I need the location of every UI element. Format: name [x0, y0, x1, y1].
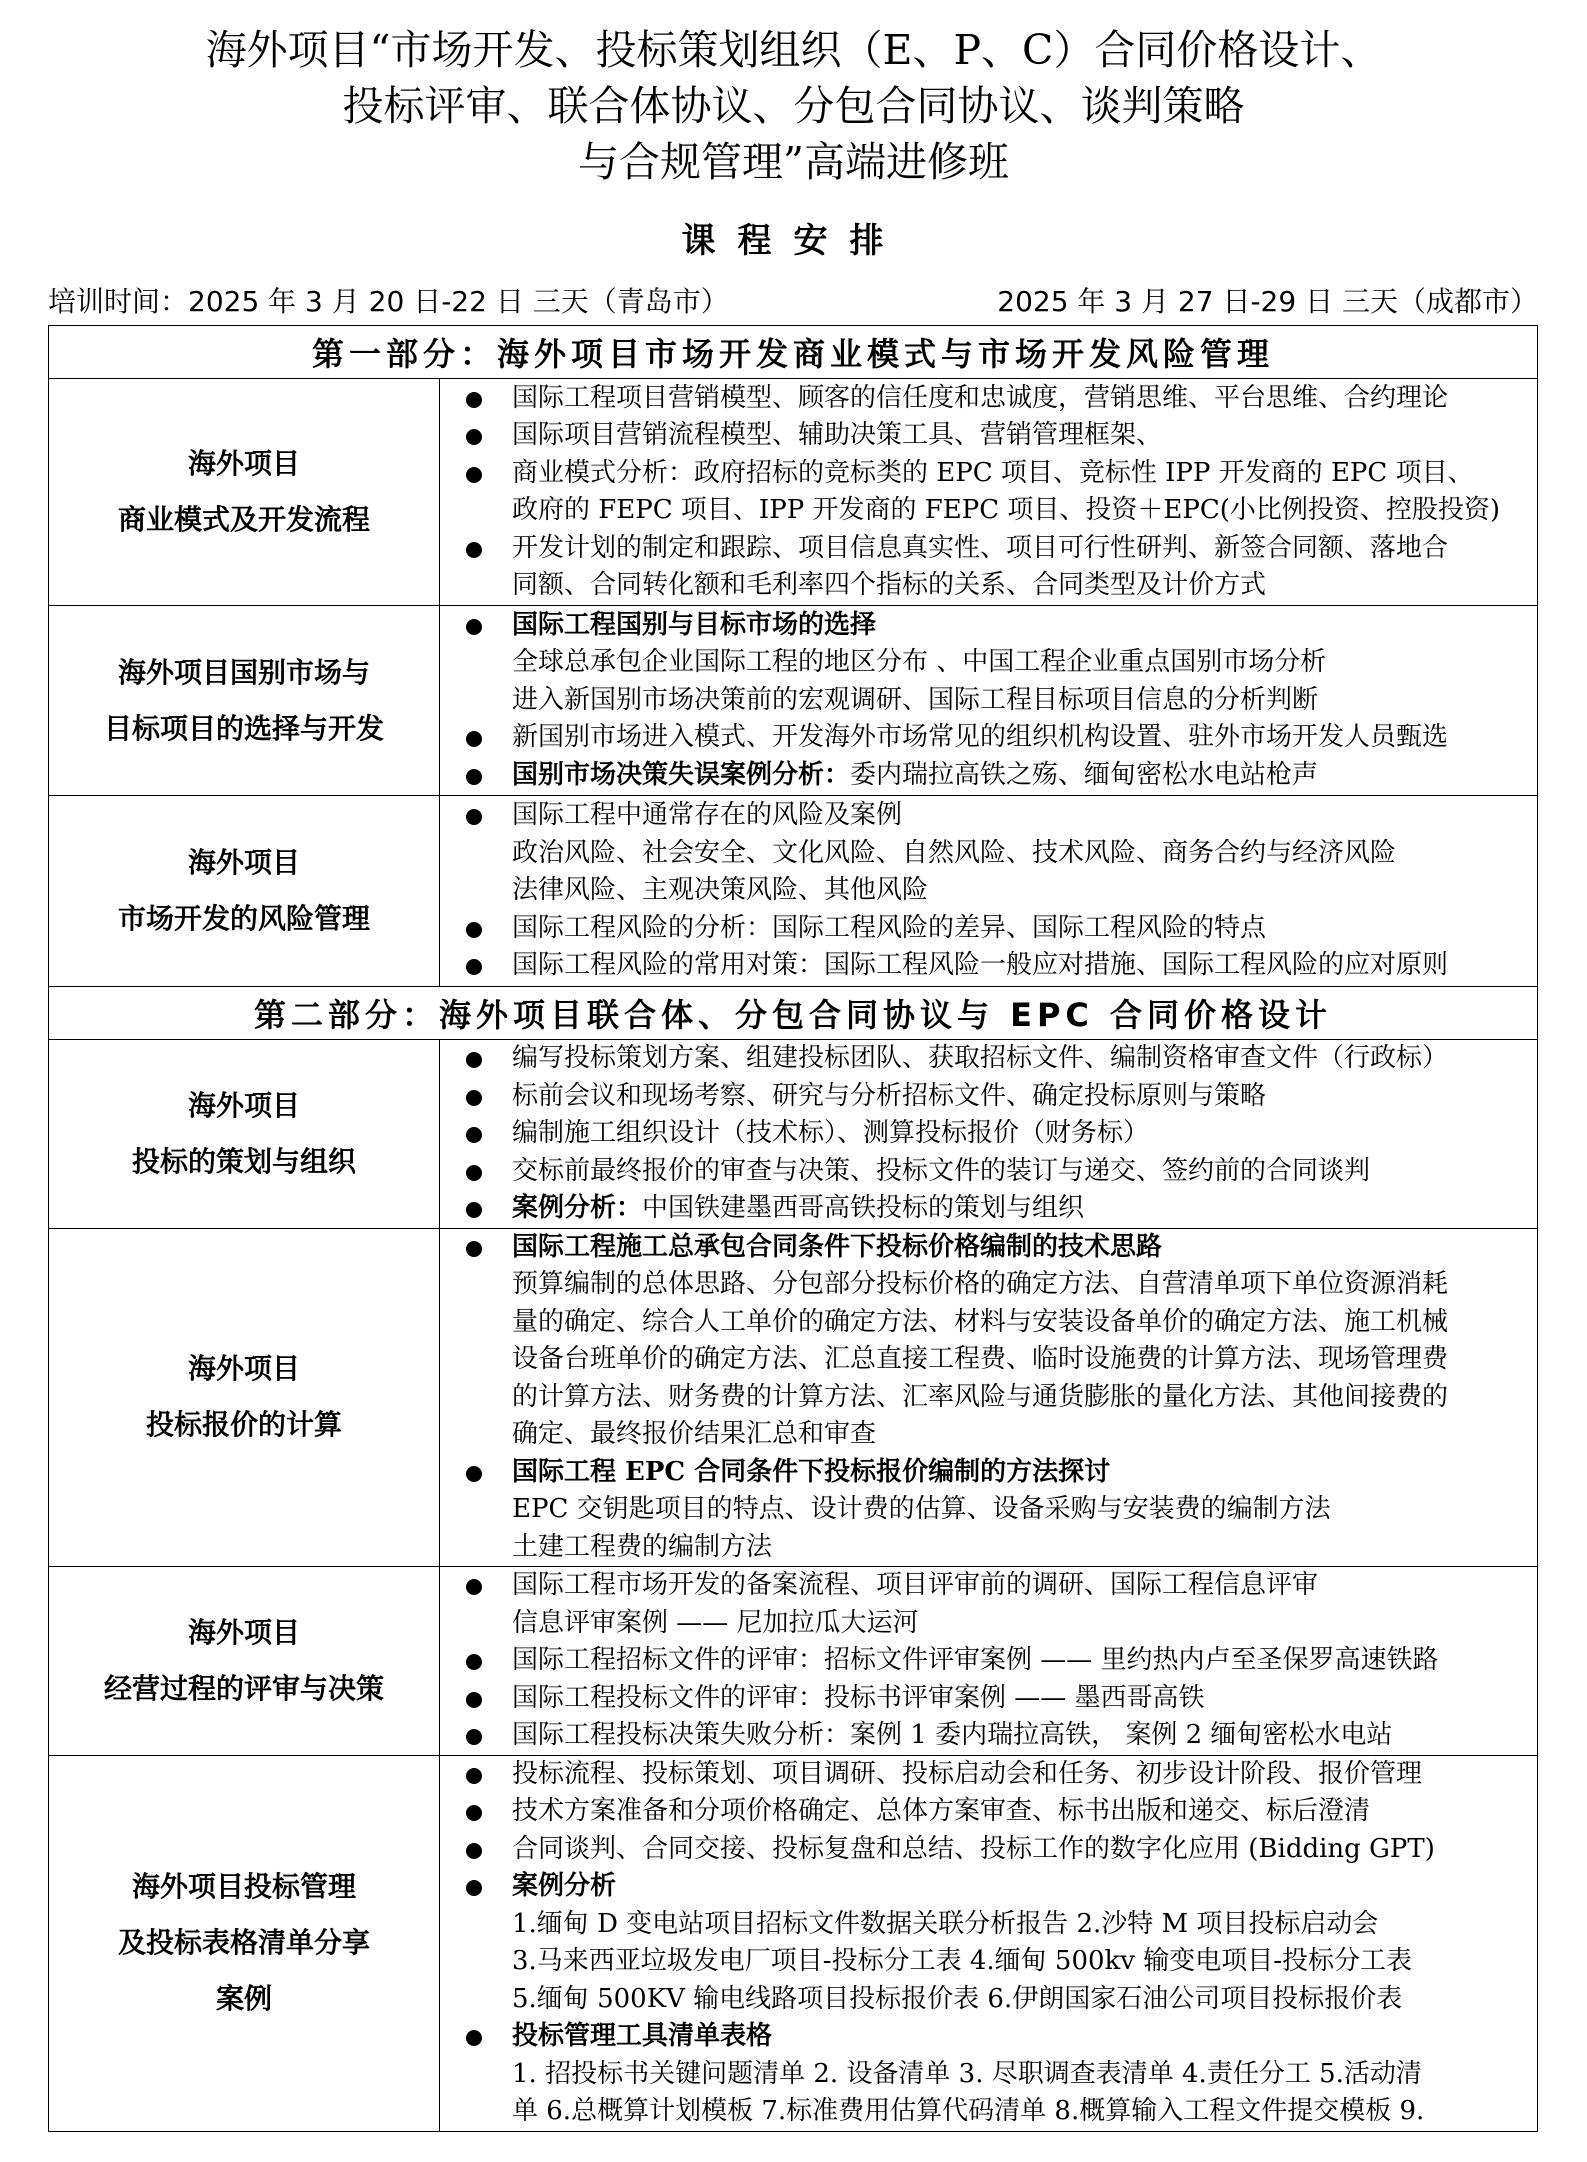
bullet-icon	[466, 1692, 482, 1708]
bullet-item	[454, 1793, 1529, 1831]
bullet-item	[454, 1756, 1529, 1794]
module-content	[440, 1040, 1538, 1229]
item-continuation	[454, 872, 1529, 910]
module-label-line: 投标报价的计算	[145, 1408, 342, 1442]
bullet-item	[454, 607, 1529, 645]
module-row	[49, 379, 1538, 606]
bullet-item	[454, 1115, 1529, 1153]
module-row	[49, 1755, 1538, 2131]
item-bold-prefix: 案例分析：	[512, 1193, 643, 1223]
module-content	[440, 796, 1538, 987]
bullet-icon	[466, 1654, 482, 1670]
bullet-icon	[466, 619, 482, 635]
bullet-icon	[466, 467, 482, 483]
item-text: 确定、最终报价结果汇总和审查	[512, 1419, 877, 1449]
module-label-line: 海外项目	[187, 1352, 300, 1386]
bullet-icon	[466, 1805, 482, 1821]
bullet-item	[454, 1454, 1529, 1492]
module-row	[49, 796, 1538, 987]
item-continuation	[454, 2056, 1529, 2094]
module-label-line: 案例	[215, 1982, 272, 2015]
module-label-line: 海外项目投标管理	[131, 1870, 356, 1903]
bullet-item	[454, 2018, 1529, 2056]
item-text: 国际工程投标文件的评审：投标书评审案例 —— 墨西哥高铁	[512, 1682, 1205, 1713]
module-row	[49, 606, 1538, 796]
bullet-item	[454, 1153, 1529, 1191]
bullet-icon	[466, 1466, 482, 1482]
item-continuation	[454, 1379, 1529, 1417]
bullet-item	[454, 1831, 1529, 1869]
bullet-icon	[466, 1880, 482, 1896]
module-label	[49, 379, 440, 606]
part-header: 第一部分：海外项目市场开发商业模式与市场开发风险管理	[49, 326, 1538, 379]
item-text: 技术方案准备和分项价格确定、总体方案审查、标书出版和递交、标后澄清	[512, 1796, 1371, 1826]
item-text: EPC 交钥匙项目的特点、设计费的估算、设备采购与安装费的编制方法	[512, 1494, 1331, 1524]
module-content	[440, 1567, 1538, 1756]
item-text: 编写投标策划方案、组建投标团队、获取招标文件、编制资格审查文件（行政标）	[512, 1043, 1449, 1073]
module-label-line: 商业模式及开发流程	[117, 503, 370, 536]
bullet-item	[454, 719, 1529, 757]
module-label-line: 市场开发的风险管理	[117, 902, 370, 935]
module-row	[49, 1040, 1538, 1229]
item-text: 国际工程项目营销模型、顾客的信任度和忠诚度，营销思维、平台思维、合约理论	[512, 382, 1449, 413]
training-dates	[48, 280, 1538, 320]
item-text: 商业模式分析：政府招标的竞标类的 EPC 项目、竞标性 IPP 开发商的 EPC 项目、	[512, 457, 1474, 488]
item-continuation	[454, 1266, 1529, 1304]
bullet-item	[454, 910, 1529, 948]
item-text: 全球总承包企业国际工程的地区分布 、中国工程企业重点国别市场分析	[512, 647, 1327, 678]
item-continuation	[454, 492, 1529, 530]
item-text: 国际工程风险的分析：国际工程风险的差异、国际工程风险的特点	[512, 912, 1267, 943]
item-text: 国际项目营销流程模型、辅助决策工具、营销管理框架、	[512, 420, 1163, 450]
module-label-line: 海外项目	[187, 1088, 300, 1122]
bullet-icon	[466, 1202, 482, 1218]
item-text: 国际工程施工总承包合同条件下投标价格编制的技术思路	[512, 1231, 1163, 1262]
module-content	[440, 379, 1538, 606]
module-label-line: 投标的策划与组织	[131, 1144, 356, 1178]
bullet-icon	[466, 1052, 482, 1068]
item-text: 5.缅甸 500KV 输电线路项目投标报价表 6.伊朗国家石油公司项目投标报价表	[512, 1983, 1403, 2014]
module-label-line: 海外项目	[187, 1615, 300, 1649]
module-label	[49, 1040, 440, 1229]
module-label	[49, 1228, 440, 1567]
schedule-table	[48, 325, 1538, 2132]
item-text: 合同谈判、合同交接、投标复盘和总结、投标工作的数字化应用 (Bidding GPT)	[512, 1833, 1435, 1864]
item-continuation	[454, 1529, 1529, 1567]
item-continuation	[454, 835, 1529, 873]
module-label	[49, 1567, 440, 1756]
bullet-icon	[466, 1165, 482, 1181]
module-label-line: 海外项目国别市场与	[117, 655, 370, 689]
item-continuation	[454, 1304, 1529, 1342]
item-text: 进入新国别市场决策前的宏观调研、国际工程目标项目信息的分析判断	[512, 684, 1319, 715]
module-label-line: 目标项目的选择与开发	[103, 711, 384, 745]
module-content	[440, 1228, 1538, 1567]
bullet-icon	[466, 1729, 482, 1745]
item-text: 同额、合同转化额和毛利率四个指标的关系、合同类型及计价方式	[512, 570, 1267, 600]
bullet-item	[454, 1567, 1529, 1605]
bullet-item	[454, 1078, 1529, 1116]
module-row	[49, 1567, 1538, 1756]
item-text: 国际工程国别与目标市场的选择	[512, 609, 877, 640]
bullet-icon	[466, 2030, 482, 2046]
module-label	[49, 796, 440, 987]
item-text: 国际工程中通常存在的风险及案例	[512, 800, 903, 831]
module-label-line: 及投标表格清单分享	[117, 1926, 370, 1959]
bullet-icon	[466, 959, 482, 975]
item-text: 编制施工组织设计（技术标）、测算投标报价（财务标）	[512, 1118, 1150, 1148]
item-continuation	[454, 644, 1529, 682]
bullet-icon	[466, 1090, 482, 1106]
item-text: 交标前最终报价的审查与决策、投标文件的装订与递交、签约前的合同谈判	[512, 1155, 1371, 1186]
bullet-icon	[466, 392, 482, 408]
bullet-icon	[466, 1579, 482, 1595]
item-continuation	[454, 1416, 1529, 1454]
bullet-icon	[466, 809, 482, 825]
item-text: 设备台班单价的确定方法、汇总直接工程费、临时设施费的计算方法、现场管理费	[512, 1344, 1449, 1374]
item-text: 投标流程、投标策划、项目调研、投标启动会和任务、初步设计阶段、报价管理	[512, 1758, 1423, 1789]
part-header: 第二部分：海外项目联合体、分包合同协议与 EPC 合同价格设计	[49, 987, 1538, 1040]
module-content	[440, 1755, 1538, 2131]
bullet-icon	[466, 922, 482, 938]
item-text: 新国别市场进入模式、开发海外市场常见的组织机构设置、驻外市场开发人员甄选	[512, 722, 1449, 753]
bullet-item	[454, 1680, 1529, 1718]
item-text: 政治风险、社会安全、文化风险、自然风险、技术风险、商务合约与经济风险	[512, 837, 1397, 868]
bullet-item	[454, 1717, 1529, 1755]
bullet-item	[454, 947, 1529, 985]
module-label-line: 海外项目	[187, 447, 300, 480]
item-text: 国际工程投标决策失败分析：案例 1 委内瑞拉高铁， 案例 2 缅甸密松水电站	[512, 1720, 1393, 1750]
bullet-item	[454, 1229, 1529, 1267]
bullet-item	[454, 1642, 1529, 1680]
module-row	[49, 1228, 1538, 1567]
item-text: 标前会议和现场考察、研究与分析招标文件、确定投标原则与策略	[512, 1080, 1267, 1111]
item-text: 预算编制的总体思路、分包部分投标价格的确定方法、自营清单项下单位资源消耗	[512, 1269, 1449, 1299]
dates-chengdu: 2025 年 3 月 27 日-29 日 三天（成都市）	[997, 285, 1538, 318]
module-content	[440, 606, 1538, 796]
title-line: 海外项目“市场开发、投标策划组织（E、P、C）合同价格设计、	[205, 26, 1382, 74]
bullet-item	[454, 380, 1529, 418]
bullet-icon	[466, 769, 482, 785]
bullet-item	[454, 1868, 1529, 1906]
item-text: 法律风险、主观决策风险、其他风险	[512, 875, 929, 906]
item-continuation	[454, 567, 1529, 605]
item-text: 案例分析：中国铁建墨西哥高铁投标的策划与组织	[512, 1193, 1085, 1223]
bullet-icon	[466, 1241, 482, 1257]
bullet-item	[454, 530, 1529, 568]
bullet-icon	[466, 542, 482, 558]
item-text: 投标管理工具清单表格	[512, 2021, 773, 2051]
item-continuation	[454, 1906, 1529, 1944]
bullet-icon	[466, 1127, 482, 1143]
bullet-icon	[466, 731, 482, 747]
item-text: 单 6.总概算计划模板 7.标准费用估算代码清单 8.概算输入工程文件提交模板 9.	[512, 2096, 1425, 2126]
item-text: 国际工程招标文件的评审：招标文件评审案例 —— 里约热内卢至圣保罗高速铁路	[512, 1645, 1439, 1675]
bullet-icon	[466, 1768, 482, 1784]
dates-qingdao: 培训时间：2025 年 3 月 20 日-22 日 三天（青岛市）	[48, 285, 729, 318]
document-title	[0, 22, 1587, 190]
item-text: 政府的 FEPC 项目、IPP 开发商的 FEPC 项目、投资＋EPC(小比例投资、控股投资)	[512, 495, 1501, 525]
bullet-item	[454, 455, 1529, 493]
module-label-line: 经营过程的评审与决策	[103, 1671, 384, 1705]
item-continuation	[454, 682, 1529, 720]
item-text: 开发计划的制定和跟踪、项目信息真实性、项目可行性研判、新签合同额、落地合	[512, 532, 1449, 563]
item-text: 国际工程 EPC 合同条件下投标报价编制的方法探讨	[512, 1456, 1111, 1487]
bullet-icon	[466, 429, 482, 445]
title-line: 投标评审、联合体协议、分包合同协议、谈判策略	[342, 82, 1245, 130]
module-label-line: 海外项目	[187, 846, 300, 879]
bullet-item	[454, 1040, 1529, 1078]
item-continuation	[454, 1605, 1529, 1643]
bullet-item	[454, 417, 1529, 455]
item-text: 土建工程费的编制方法	[512, 1531, 773, 1562]
item-continuation	[454, 2093, 1529, 2131]
module-label	[49, 606, 440, 796]
item-text: 1.缅甸 D 变电站项目招标文件数据关联分析报告 2.沙特 M 项目投标启动会	[512, 1908, 1379, 1939]
item-text: 案例分析	[512, 1871, 617, 1901]
item-text: 信息评审案例 —— 尼加拉瓜大运河	[512, 1607, 919, 1638]
bullet-icon	[466, 1843, 482, 1859]
bullet-item	[454, 1190, 1529, 1228]
item-text: 量的确定、综合人工单价的确定方法、材料与安装设备单价的确定方法、施工机械	[512, 1306, 1449, 1337]
item-bold-prefix: 国别市场决策失误案例分析：	[512, 759, 851, 790]
bullet-item	[454, 757, 1529, 795]
item-text: 国际工程风险的常用对策：国际工程风险一般应对措施、国际工程风险的应对原则	[512, 950, 1449, 981]
schedule-heading: 课程安排	[681, 221, 906, 261]
item-text: 国别市场决策失误案例分析：委内瑞拉高铁之殇、缅甸密松水电站枪声	[512, 759, 1319, 790]
item-text: 1. 招投标书关键问题清单 2. 设备清单 3. 尽职调查表清单 4.责任分工 5.活动清	[512, 2058, 1422, 2089]
item-continuation	[454, 1491, 1529, 1529]
item-continuation	[454, 1341, 1529, 1379]
item-continuation	[454, 1943, 1529, 1981]
item-text: 国际工程市场开发的备案流程、项目评审前的调研、国际工程信息评审	[512, 1570, 1319, 1600]
item-text: 的计算方法、财务费的计算方法、汇率风险与通货膨胀的量化方法、其他间接费的	[512, 1381, 1449, 1412]
module-label	[49, 1755, 440, 2131]
title-line: 与合规管理”高端进修班	[578, 138, 1009, 186]
bullet-item	[454, 797, 1529, 835]
item-continuation	[454, 1981, 1529, 2019]
item-text: 3.马来西亚垃圾发电厂项目-投标分工表 4.缅甸 500kv 输变电项目-投标分工表	[512, 1946, 1413, 1976]
